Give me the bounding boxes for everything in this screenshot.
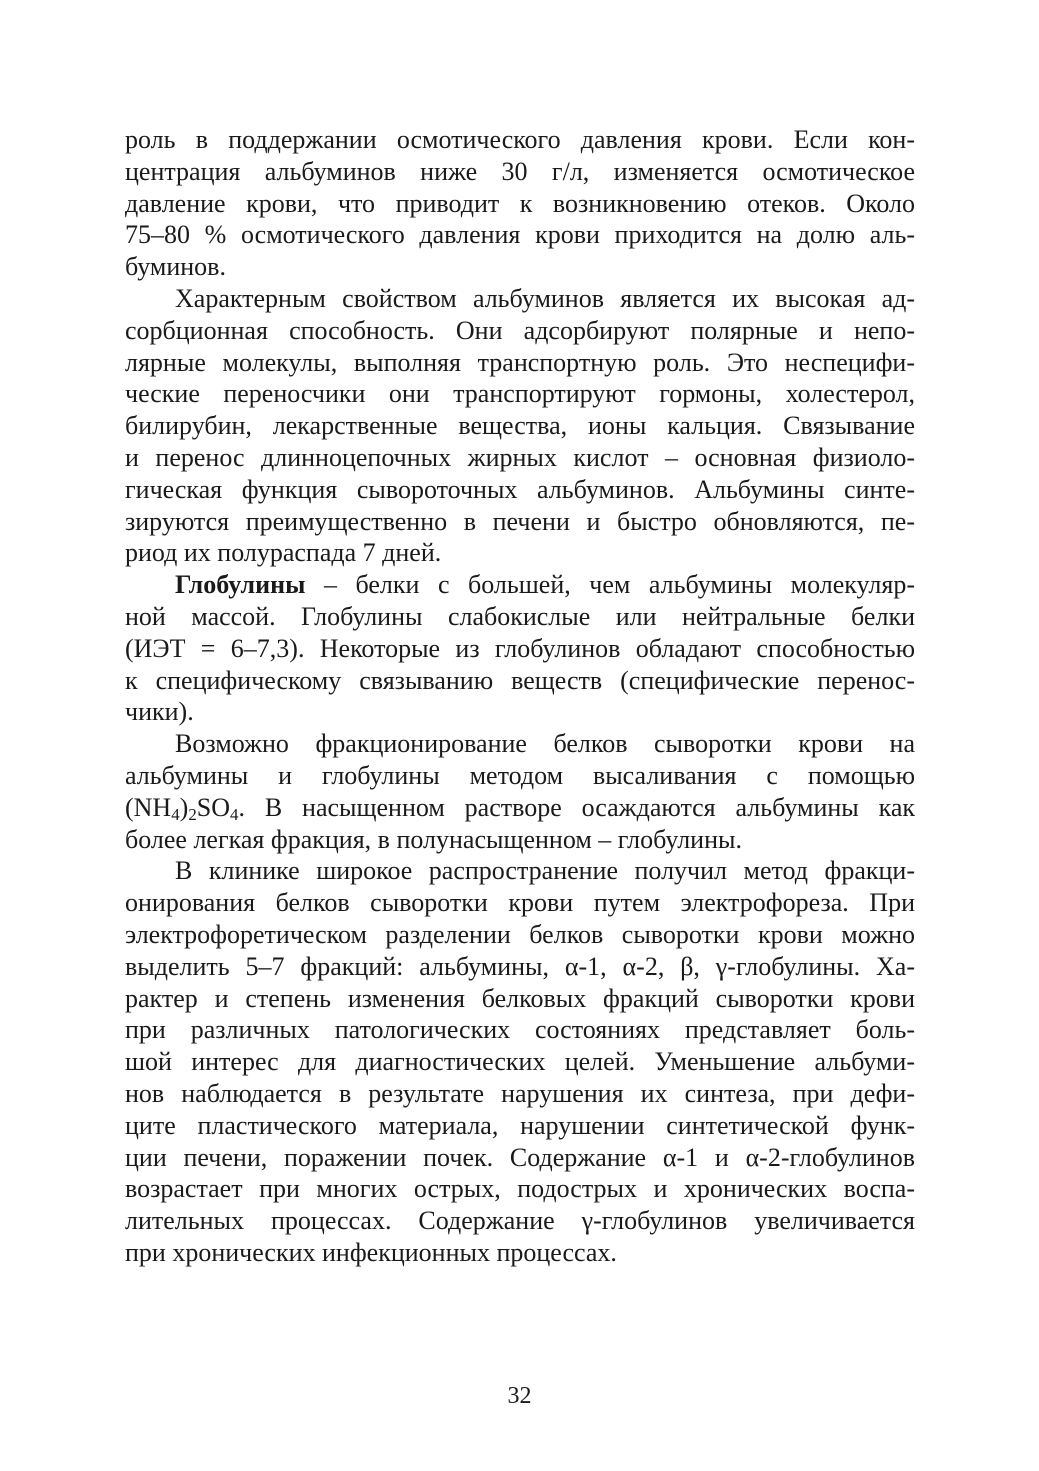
text-line: риод их полураспада 7 дней. [125, 538, 442, 568]
text-line: давление крови, что приводит к возникновению отеков. Около [125, 188, 915, 218]
text-line: гическая функция сывороточных альбуминов. Альбумины синте- [125, 474, 915, 504]
text-line: Возможно фракционирование белков сыворотки крови на [175, 729, 915, 759]
text-line: зируются преимущественно в печени и быстро обновляются, пе- [125, 506, 915, 536]
text-line: шой интерес для диагностических целей. Уменьшение альбуми- [125, 1047, 915, 1077]
paragraph-albumin-adsorption [125, 283, 915, 569]
formula-subscript: 4 [230, 804, 239, 824]
page-number: 32 [507, 1383, 532, 1409]
body-text [125, 124, 915, 1269]
text-line: выделить 5–7 фракций: альбумины, α-1, α-2, β, γ-глобулины. Ха- [125, 951, 915, 981]
paragraph-salting-out [125, 728, 915, 855]
formula-rest: . В насыщенном растворе осаждаются альбумины как [238, 792, 915, 822]
text-line: ческие переносчики они транспортируют гормоны, холестерол, [125, 379, 915, 409]
text-line: лительных процессах. Содержание γ-глобулинов увеличивается [125, 1206, 915, 1236]
formula-part: (NH [125, 792, 172, 822]
formula-part: SO [196, 792, 231, 822]
formula-part: ) [179, 792, 189, 822]
paragraph-electrophoresis [125, 855, 915, 1268]
text-line: ции печени, поражении почек. Содержание α-1 и α-2-глобулинов [125, 1142, 915, 1172]
text-line: 75–80 % осмотического давления крови приходится на долю аль- [125, 220, 915, 250]
text-line: онирования белков сыворотки крови путем электрофореза. При [125, 888, 915, 918]
text-line: и перенос длинноцепочных жирных кислот – основная физиоло- [125, 442, 915, 472]
text-line: при различных патологических состояниях представляет боль- [125, 1015, 915, 1045]
text-line: возрастает при многих острых, подострых и хронических воспа- [125, 1174, 915, 1204]
text-line: центрация альбуминов ниже 30 г/л, изменяется осмотическое [125, 156, 915, 186]
text-line: при хронических инфекционных процессах. [125, 1237, 617, 1267]
text-line: сорбционная способность. Они адсорбируют полярные и непо- [125, 315, 915, 345]
text-line: нов наблюдается в результате нарушения их синтеза, при дефи- [125, 1078, 915, 1108]
text-line: (ИЭТ = 6–7,3). Некоторые из глобулинов обладают способностью [125, 633, 915, 663]
text-line: билирубин, лекарственные вещества, ионы кальция. Связывание [125, 411, 915, 441]
text-line: В клинике широкое распространение получил метод фракци- [175, 856, 915, 886]
term-globulins: Глобулины [175, 570, 306, 600]
text-line: электрофоретическом разделении белков сыворотки крови можно [125, 919, 915, 949]
paragraph-globulins [125, 569, 915, 728]
text-line-rest: – белки с большей, чем альбумины молекуляр- [305, 570, 915, 600]
text-line: чики). [125, 697, 194, 727]
text-line [125, 569, 915, 601]
text-line: Характерным свойством альбуминов является их высокая ад- [175, 283, 915, 313]
text-line-formula [125, 792, 915, 824]
formula-subscript: 4 [171, 804, 180, 824]
text-line: буминов. [125, 252, 226, 282]
text-line: альбумины и глобулины методом высаливания с помощью [125, 760, 915, 790]
text-line: ците пластического материала, нарушении синтетической функ- [125, 1110, 915, 1140]
paragraph-albumin-osmotic [125, 124, 915, 283]
text-line: более легкая фракция, в полунасыщенном – глобулины. [125, 824, 742, 854]
text-line: ной массой. Глобулины слабокислые или нейтральные белки [125, 601, 915, 631]
formula-subscript: 2 [188, 804, 197, 824]
text-line: рактер и степень изменения белковых фракций сыворотки крови [125, 983, 915, 1013]
text-line: лярные молекулы, выполняя транспортную роль. Это неспецифи- [125, 347, 915, 377]
text-line: к специфическому связыванию веществ (специфические перенос- [125, 665, 915, 695]
text-line: роль в поддержании осмотического давления крови. Если кон- [125, 125, 915, 154]
